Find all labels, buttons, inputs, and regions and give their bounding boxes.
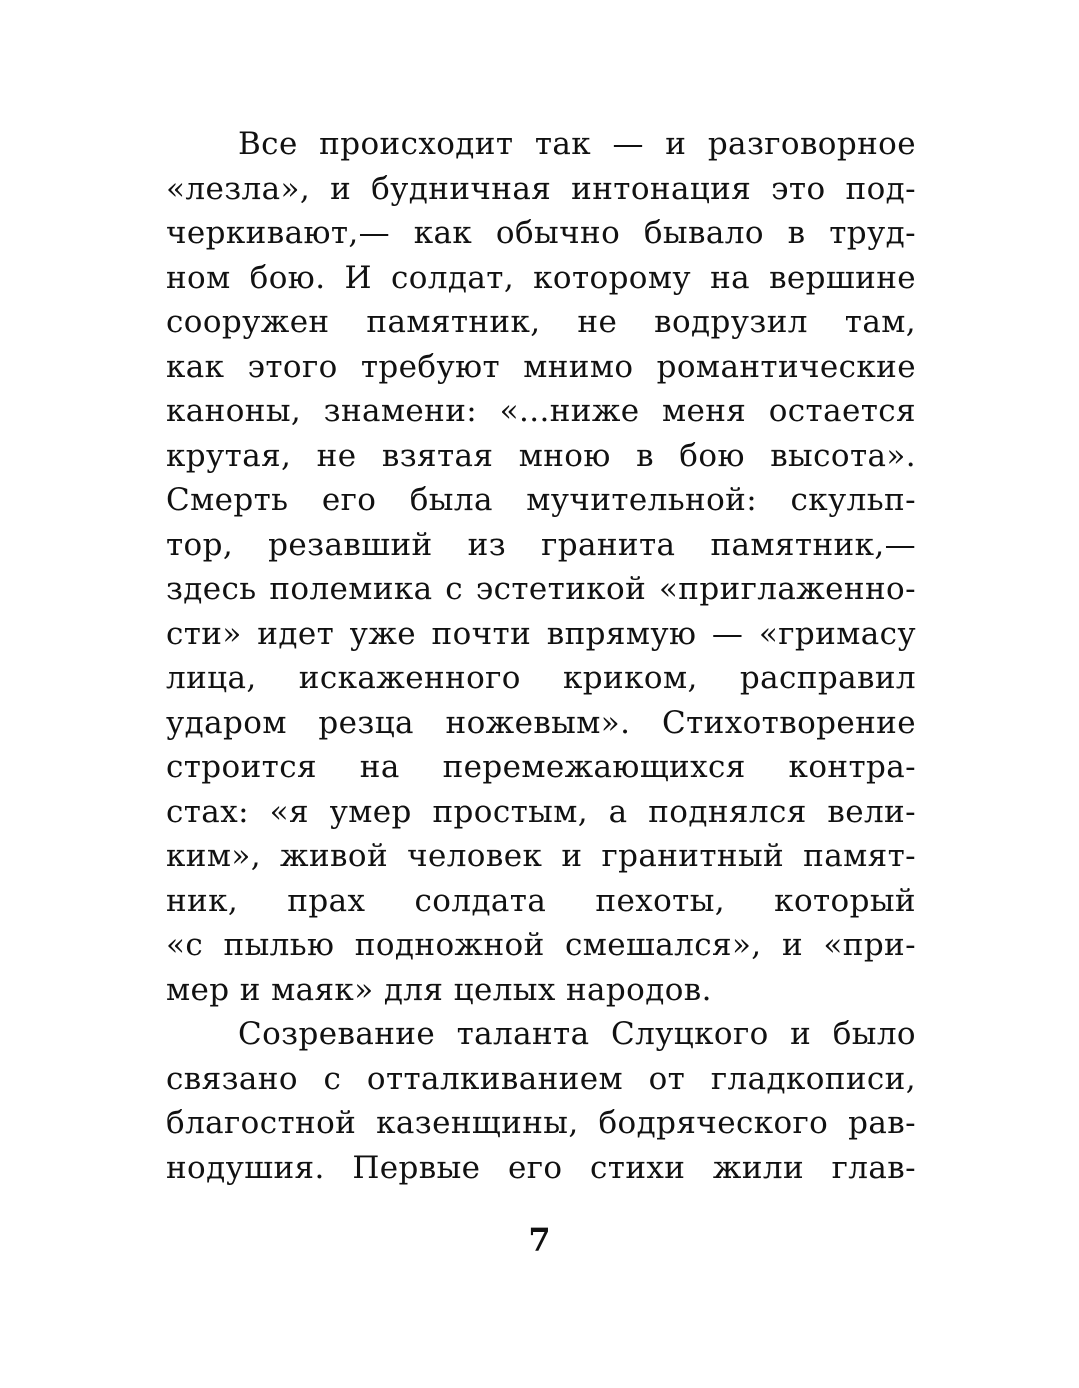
- text-line: ном бою. И солдат, которому на вершине: [166, 259, 916, 296]
- text-line: тор, резавший из гранита памятник,—: [166, 526, 916, 563]
- text-line: ударом резца ножевым». Стихотворение: [166, 704, 916, 741]
- text-line: ким», живой человек и гранитный памят-: [166, 838, 916, 874]
- text-line: черкивают,— как обычно бывало в труд-: [166, 215, 916, 251]
- text-line: ник, прах солдата пехоты, который: [166, 882, 916, 919]
- text-line: строится на перемежающихся контра-: [166, 749, 916, 785]
- text-line: связано с отталкиванием от гладкописи,: [166, 1060, 916, 1097]
- text-line: лица, искаженного криком, расправил: [166, 660, 916, 696]
- text-line: нодушия. Первые его стихи жили глав-: [166, 1149, 916, 1186]
- text-line: крутая, не взятая мною в бою высота».: [166, 437, 916, 474]
- text-line: «с пылью подножной смешался», и «при-: [166, 927, 916, 963]
- paragraph-2: [166, 1012, 916, 1190]
- text-line: стах: «я умер простым, а поднялся вели-: [166, 793, 916, 830]
- text-line: Все происходит так — и разговорное: [238, 126, 916, 162]
- text-line: здесь полемика с эстетикой «приглаженно-: [166, 571, 916, 607]
- text-line: Созревание таланта Слуцкого и было: [238, 1016, 916, 1052]
- text-line: каноны, знамени: «...ниже меня остается: [166, 393, 916, 429]
- text-line: как этого требуют мнимо романтические: [166, 348, 916, 385]
- text-line: «лезла», и будничная интонация это под-: [166, 170, 916, 207]
- body-text: [166, 122, 916, 1190]
- text-line: сооружен памятник, не водрузил там,: [166, 304, 916, 340]
- text-line: благостной казенщины, бодряческого рав-: [166, 1105, 916, 1141]
- text-line: Смерть его была мучительной: скульп-: [166, 482, 916, 518]
- text-line: мер и маяк» для целых народов.: [166, 971, 712, 1008]
- page-number: 7: [528, 1221, 551, 1259]
- text-line: сти» идет уже почти впрямую — «гримасу: [166, 615, 916, 652]
- paragraph-1: [166, 122, 916, 1012]
